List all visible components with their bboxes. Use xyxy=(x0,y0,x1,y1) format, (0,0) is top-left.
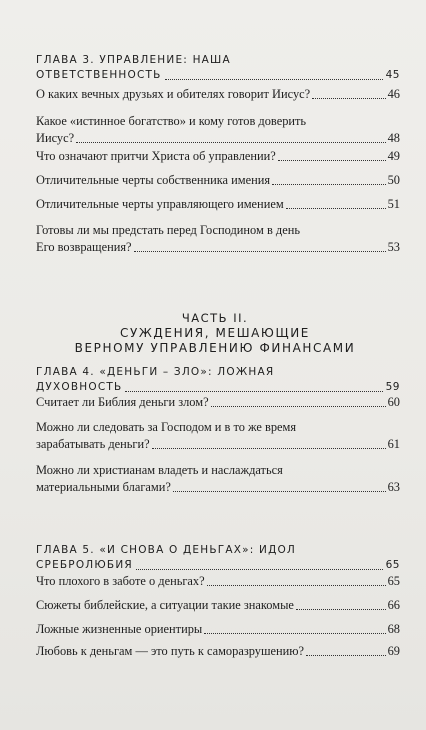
part-2-heading xyxy=(30,310,400,356)
chapter-heading-line: ГЛАВА 4. «ДЕНЬГИ – ЗЛО»: ЛОЖНАЯ xyxy=(36,366,275,378)
entry-text: Что означают притчи Христа об управлении? xyxy=(36,149,276,163)
page-number: 51 xyxy=(387,197,400,211)
dot-leader xyxy=(204,633,385,634)
page-number: 45 xyxy=(385,69,400,81)
page-number: 48 xyxy=(387,131,400,145)
page-number: 46 xyxy=(387,87,400,101)
entry-text: материальными благами? xyxy=(36,480,171,494)
toc-entry xyxy=(36,86,400,103)
entry-text: Его возвращения? xyxy=(36,240,132,254)
toc-entry xyxy=(36,643,400,660)
toc-entry xyxy=(36,222,400,256)
chapter-heading-line: ГЛАВА 3. УПРАВЛЕНИЕ: НАША xyxy=(36,54,231,66)
chapter-heading-line: ОТВЕТСТВЕННОСТЬ xyxy=(36,69,162,81)
toc-entry xyxy=(36,621,400,638)
entry-text: Иисус? xyxy=(36,131,75,145)
toc-entry xyxy=(36,394,400,411)
page-number: 50 xyxy=(387,173,400,187)
entry-text: Что плохого в заботе о деньгах? xyxy=(36,574,205,588)
dot-leader xyxy=(165,79,383,80)
dot-leader xyxy=(152,448,386,449)
part-subtitle: ВЕРНОМУ УПРАВЛЕНИЮ ФИНАНСАМИ xyxy=(74,341,356,355)
chapter-heading-line: ГЛАВА 5. «И СНОВА О ДЕНЬГАХ»: ИДОЛ xyxy=(36,544,297,556)
page-number: 65 xyxy=(385,559,400,571)
entry-text: Можно ли следовать за Господом и в то же время xyxy=(36,420,297,434)
entry-text: Отличительные черты собственника имения xyxy=(36,173,271,187)
dot-leader xyxy=(296,609,386,610)
page-number: 61 xyxy=(387,437,400,451)
entry-text: Можно ли христианам владеть и наслаждаться xyxy=(36,463,283,477)
dot-leader xyxy=(211,406,386,407)
dot-leader xyxy=(312,98,385,99)
entry-text: О каких вечных друзьях и обителях говорит Иисус? xyxy=(36,87,311,101)
page-number: 68 xyxy=(387,622,400,636)
chapter-4-heading xyxy=(36,365,400,395)
dot-leader xyxy=(136,569,383,570)
page-number: 63 xyxy=(387,480,400,494)
dot-leader xyxy=(272,184,386,185)
chapter-5-heading xyxy=(36,543,400,573)
dot-leader xyxy=(306,655,386,656)
dot-leader xyxy=(134,251,386,252)
toc-entry xyxy=(36,113,400,147)
dot-leader xyxy=(125,391,382,392)
toc-entry xyxy=(36,196,400,213)
page-number: 53 xyxy=(387,240,400,254)
entry-text: Готовы ли мы предстать перед Господином в день xyxy=(36,223,300,237)
toc-entry xyxy=(36,597,400,614)
chapter-heading-line: СРЕБРОЛЮБИЯ xyxy=(36,559,133,571)
entry-text: зарабатывать деньги? xyxy=(36,437,150,451)
toc-entry xyxy=(36,148,400,165)
dot-leader xyxy=(76,142,385,143)
part-subtitle: СУЖДЕНИЯ, МЕШАЮЩИЕ xyxy=(120,326,310,340)
toc-entry xyxy=(36,462,400,496)
entry-text: Считает ли Библия деньги злом? xyxy=(36,395,209,409)
entry-text: Любовь к деньгам — это путь к саморазрушению? xyxy=(36,644,305,658)
page-number: 49 xyxy=(387,149,400,163)
entry-text: Отличительные черты управляющего имением xyxy=(36,197,284,211)
page-number: 59 xyxy=(385,381,400,393)
page-number: 69 xyxy=(387,644,400,658)
dot-leader xyxy=(173,491,386,492)
dot-leader xyxy=(278,160,386,161)
toc-entry xyxy=(36,419,400,453)
entry-text: Какое «истинное богатство» и кому готов доверить xyxy=(36,114,307,128)
chapter-3-heading xyxy=(36,53,400,83)
page-number: 66 xyxy=(387,598,400,612)
entry-text: Ложные жизненные ориентиры xyxy=(36,622,203,636)
page-number: 65 xyxy=(387,574,400,588)
chapter-heading-line: ДУХОВНОСТЬ xyxy=(36,381,123,393)
entry-text: Сюжеты библейские, а ситуации такие знакомые xyxy=(36,598,294,612)
page-number: 60 xyxy=(387,395,400,409)
toc-entry xyxy=(36,573,400,590)
part-title: ЧАСТЬ II. xyxy=(181,311,249,325)
dot-leader xyxy=(286,208,386,209)
toc-entry xyxy=(36,172,400,189)
dot-leader xyxy=(207,585,386,586)
